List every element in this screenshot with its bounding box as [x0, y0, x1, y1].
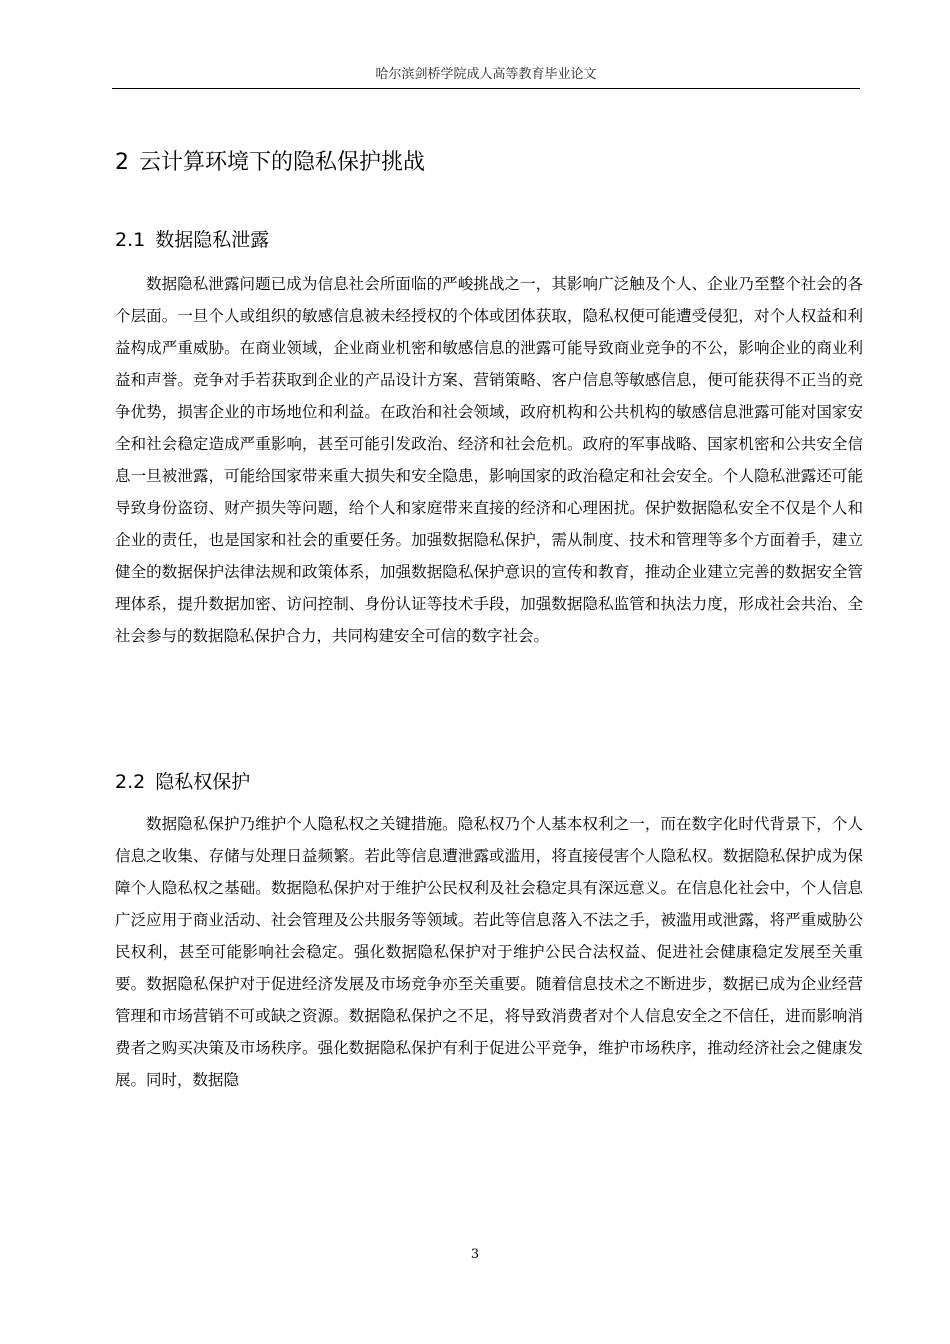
section-title-text: 数据隐私泄露 — [155, 229, 270, 251]
chapter-title — [115, 146, 425, 180]
page-number: 3 — [470, 1247, 480, 1262]
chapter-number: 2 — [115, 150, 129, 175]
section-number: 2.2 — [115, 771, 146, 793]
chapter-title-text: 云计算环境下的隐私保护挑战 — [139, 150, 426, 175]
running-header: 哈尔滨剑桥学院成人高等教育毕业论文 — [375, 67, 597, 82]
section-paragraph-2-2: 数据隐私保护乃维护个人隐私权之关键措施。隐私权乃个人基本权利之一，而在数字化时代背景下，个人信息之收集、存储与处理日益频繁。若此等信息遭泄露或滥用，将直接侵害个人隐私权。数据隐私保护成为保障个人隐私权之基础。数据隐私保护对于维护公民权利及社会稳定具有深远意义。在信息化社会中，个人信息广泛应用于商业活动、社会管理及公共服务等领域。若此等信息落入不法之手，被滥用或泄露，将严重威胁公民权利，甚至可能影响社会稳定。强化数据隐私保护对于维护公民合法权益、促进社会健康稳定发展至关重要。数据隐私保护对于促进经济发展及市场竞争亦至关重要。随着信息技术之不断进步，数据已成为企业经营管理和市场营销不可或缺之资源。数据隐私保护之不足，将导致消费者对个人信息安全之不信任，进而影响消费者之购买决策及市场秩序。强化数据隐私保护有利于促进公平竞争，维护市场秩序，推动经济社会之健康发展。同时，数据隐 — [115, 815, 863, 1089]
section-title-text: 隐私权保护 — [155, 771, 251, 793]
header-rule — [112, 88, 860, 89]
section-title-2-2 — [115, 767, 250, 797]
section-paragraph-2-1: 数据隐私泄露问题已成为信息社会所面临的严峻挑战之一，其影响广泛触及个人、企业乃至整个社会的各个层面。一旦个人或组织的敏感信息被未经授权的个体或团体获取，隐私权便可能遭受侵犯，对个人权益和利益构成严重威胁。在商业领域，企业商业机密和敏感信息的泄露可能导致商业竞争的不公，影响企业的商业利益和声誉。竞争对手若获取到企业的产品设计方案、营销策略、客户信息等敏感信息，便可能获得不正当的竞争优势，损害企业的市场地位和利益。在政治和社会领域，政府机构和公共机构的敏感信息泄露可能对国家安全和社会稳定造成严重影响，甚至可能引发政治、经济和社会危机。政府的军事战略、国家机密和公共安全信息一旦被泄露，可能给国家带来重大损失和安全隐患，影响国家的政治稳定和社会安全。个人隐私泄露还可能导致身份盗窃、财产损失等问题，给个人和家庭带来直接的经济和心理困扰。保护数据隐私安全不仅是个人和企业的责任，也是国家和社会的重要任务。加强数据隐私保护，需从制度、技术和管理等多个方面着手，建立健全的数据保护法律法规和政策体系，加强数据隐私保护意识的宣传和教育，推动企业建立完善的数据安全管理体系，提升数据加密、访问控制、身份认证等技术手段，加强数据隐私监管和执法力度，形成社会共治、全社会参与的数据隐私保护合力，共同构建安全可信的数字社会。 — [115, 275, 863, 645]
section-title-2-1 — [115, 225, 269, 255]
section-number: 2.1 — [115, 229, 146, 251]
